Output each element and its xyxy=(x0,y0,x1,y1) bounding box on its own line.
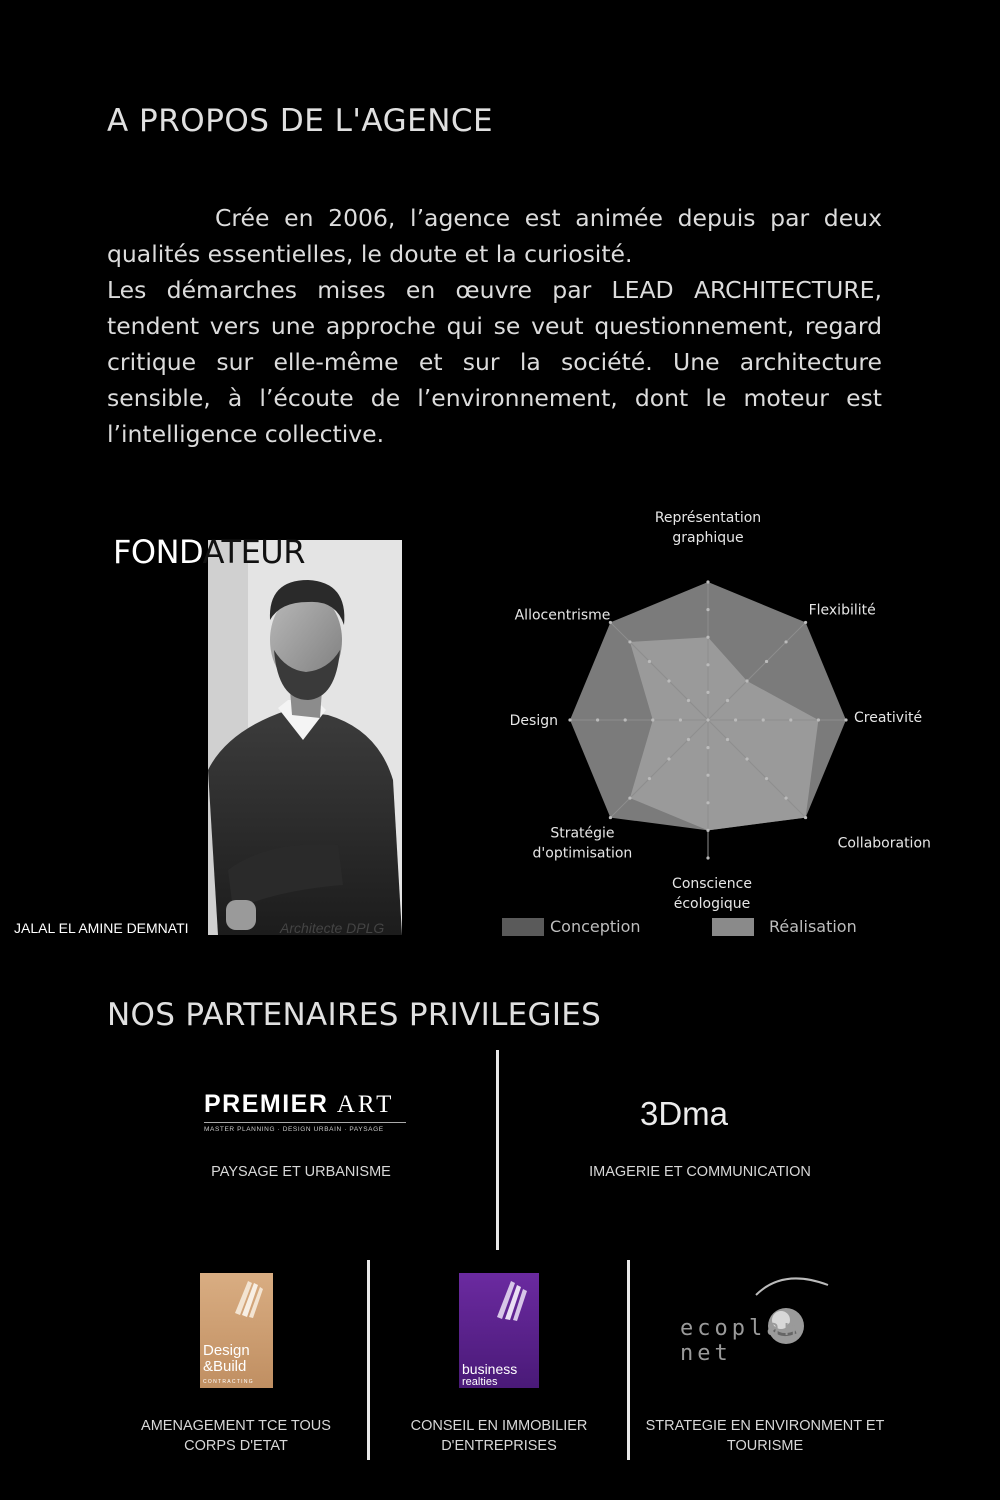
3dma-caption: IMAGERIE ET COMMUNICATION xyxy=(589,1164,811,1180)
radar-tick-dot xyxy=(706,691,709,694)
premier-art-tagline: MASTER PLANNING · DESIGN URBAIN · PAYSAGE xyxy=(204,1126,384,1133)
design-build-logo-line-3: CONTRACTING xyxy=(203,1379,254,1385)
premier-art-logo-sub: ART xyxy=(336,1091,395,1118)
premier-art-logo-main: PREMIER xyxy=(204,1090,329,1118)
radar-tick-dot xyxy=(568,718,571,721)
design-build-logo-line-1: Design xyxy=(203,1342,250,1359)
founder-portrait-image xyxy=(208,540,402,935)
business-realties-logo-line-2: realties xyxy=(462,1376,498,1388)
about-title: A PROPOS DE L'AGENCE xyxy=(107,103,494,139)
partners-divider-right xyxy=(627,1260,630,1460)
radar-axis-label: Conscience écologique xyxy=(672,876,752,912)
radar-tick-dot xyxy=(628,796,631,799)
radar-axis-label: Collaboration xyxy=(837,835,931,852)
radar-tick-dot xyxy=(784,796,787,799)
radar-tick-dot xyxy=(804,816,807,819)
radar-axis-label: Design xyxy=(509,713,558,729)
radar-tick-dot xyxy=(706,746,709,749)
radar-tick-dot xyxy=(609,816,612,819)
skills-radar-chart xyxy=(470,510,970,912)
radar-tick-dot xyxy=(784,640,787,643)
radar-tick-dot xyxy=(706,636,709,639)
radar-tick-dot xyxy=(844,718,847,721)
premier-art-caption: PAYSAGE ET URBANISME xyxy=(211,1164,391,1180)
radar-tick-dot xyxy=(726,699,729,702)
design-build-caption-line-1: AMENAGEMENT TCE TOUS xyxy=(141,1418,331,1434)
partners-divider-left xyxy=(367,1260,370,1460)
radar-tick-dot xyxy=(789,718,792,721)
radar-tick-dot xyxy=(624,718,627,721)
legend-swatch-realisation xyxy=(712,918,754,936)
ecoplan-caption xyxy=(638,1416,892,1456)
business-realties-caption-line-2: D'ENTREPRISES xyxy=(441,1438,557,1454)
founder-title-part-1: FOND xyxy=(113,533,203,571)
about-text xyxy=(107,200,882,452)
premier-art-logo xyxy=(204,1090,406,1133)
founder-name: JALAL EL AMINE DEMNATI xyxy=(14,920,189,936)
design-build-caption-line-2: CORPS D'ETAT xyxy=(184,1438,288,1454)
radar-tick-dot xyxy=(706,801,709,804)
radar-tick-dot xyxy=(648,660,651,663)
founder-title xyxy=(113,533,305,571)
radar-center-dot xyxy=(706,718,709,721)
design-build-logo-graphic xyxy=(200,1273,273,1333)
radar-tick-dot xyxy=(804,621,807,624)
radar-axis-label: Représentation graphique xyxy=(654,510,762,546)
design-build-logo xyxy=(200,1273,273,1388)
business-realties-logo xyxy=(459,1273,539,1388)
radar-tick-dot xyxy=(667,679,670,682)
about-paragraph-2: Les démarches mises en œuvre par LEAD ARCHITECTURE, tendent vers une approche qui se veut questionnement, regard critique sur elle-même et sur la société. Une architecture sensible, à l’écoute de l’environnement, dont le moteur est l’intelligence collective. xyxy=(107,276,882,448)
radar-tick-dot xyxy=(762,718,765,721)
legend-label-conception: Conception xyxy=(550,917,641,936)
radar-tick-dot xyxy=(679,718,682,721)
radar-tick-dot xyxy=(596,718,599,721)
radar-tick-dot xyxy=(687,699,690,702)
radar-tick-dot xyxy=(706,580,709,583)
radar-tick-dot xyxy=(648,777,651,780)
radar-tick-dot xyxy=(706,608,709,611)
radar-tick-dot xyxy=(726,738,729,741)
founder-role: Architecte DPLG xyxy=(280,920,385,936)
radar-tick-dot xyxy=(734,718,737,721)
radar-tick-dot xyxy=(651,718,654,721)
radar-tick-dot xyxy=(817,718,820,721)
radar-tick-dot xyxy=(745,679,748,682)
founder-title-part-2: ATEUR xyxy=(202,533,305,571)
legend-label-realisation: Réalisation xyxy=(769,917,857,936)
partners-title: NOS PARTENAIRES PRIVILEGIES xyxy=(107,997,602,1033)
founder-photo xyxy=(208,540,402,935)
radar-tick-dot xyxy=(706,663,709,666)
radar-axis-label: Creativité xyxy=(854,710,923,726)
ecoplan-logo-left: ecoplan xyxy=(680,1316,801,1341)
radar-tick-dot xyxy=(628,640,631,643)
ecoplan-caption-line-2: TOURISME xyxy=(726,1438,804,1454)
radar-tick-dot xyxy=(706,856,709,859)
design-build-logo-line-2: &Build xyxy=(203,1358,247,1375)
business-realties-caption-line-1: CONSEIL EN IMMOBILIER xyxy=(410,1418,588,1434)
design-build-caption xyxy=(120,1416,352,1456)
radar-axis-label: Stratégie d'optimisation xyxy=(532,825,633,862)
radar-tick-dot xyxy=(687,738,690,741)
radar-tick-dot xyxy=(667,757,670,760)
radar-axis-label: Allocentrisme xyxy=(514,607,611,624)
radar-tick-dot xyxy=(745,757,748,760)
legend-swatch-conception xyxy=(502,918,544,936)
business-realties-logo-line-1: business xyxy=(462,1361,518,1377)
business-realties-caption xyxy=(383,1416,615,1456)
radar-tick-dot xyxy=(706,829,709,832)
partners-divider-top xyxy=(496,1050,499,1250)
business-realties-logo-graphic xyxy=(459,1273,539,1333)
ecoplan-logo xyxy=(678,1270,858,1366)
radar-tick-dot xyxy=(765,660,768,663)
radar-axis-label: Flexibilité xyxy=(808,602,876,619)
about-paragraph-1: Crée en 2006, l’agence est animée depuis par deux qualités essentielles, le doute et la curiosité. xyxy=(107,204,882,268)
radar-tick-dot xyxy=(765,777,768,780)
3dma-logo: 3Dma xyxy=(640,1095,729,1132)
ecoplan-caption-line-1: STRATEGIE EN ENVIRONMENT ET xyxy=(645,1418,885,1434)
radar-tick-dot xyxy=(706,774,709,777)
ecoplan-logo-right: net xyxy=(680,1341,732,1366)
